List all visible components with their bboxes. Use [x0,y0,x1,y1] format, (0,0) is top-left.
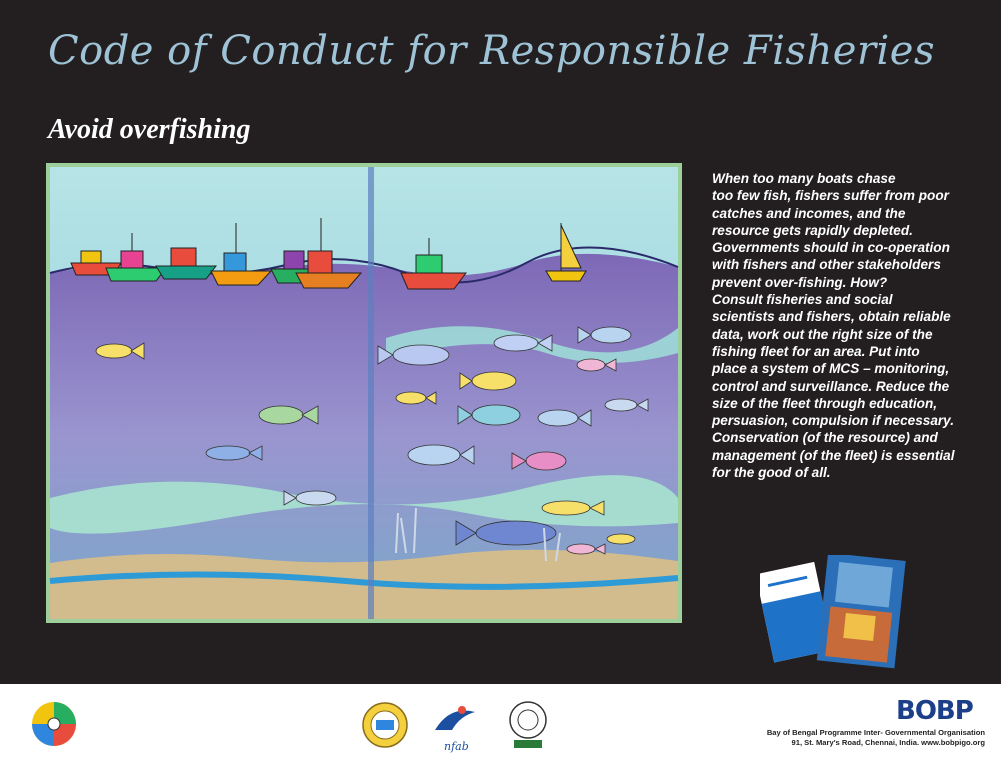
nfab-logo-icon [430,700,480,744]
body-line: management (of the fleet) is essential [712,447,955,463]
partner-emblem-icon [30,700,78,748]
body-line: too few fish, fishers suffer from poor [712,188,949,204]
body-line: data, work out the right size of the [712,326,933,342]
body-line: Consult fisheries and social [712,292,893,308]
org-name: Bay of Bengal Programme Inter- Governmental Organisation [766,728,985,737]
body-line: persuasion, compulsion if necessary. [712,413,954,429]
booklets-image [760,555,910,670]
footer [0,684,1001,768]
body-text [712,170,974,481]
body-line: size of the fleet through education, [712,395,938,411]
org-address: 91, St. Mary's Road, Chennai, India. www.bobpigo.org [791,738,985,747]
ccd-emblem-icon [506,700,550,750]
body-line: place a system of MCS – monitoring, [712,361,950,377]
body-line: prevent over-fishing. How? [712,274,888,290]
body-line: fishing fleet for an area. Put into [712,343,920,359]
nfab-label: nfab [444,740,469,753]
seal-icon [362,702,408,748]
bobp-logo: BOBP [896,696,973,726]
org-info [767,728,985,748]
body-line: control and surveillance. Reduce the [712,378,950,394]
body-line: with fishers and other stakeholders [712,257,941,273]
page-title: Code of Conduct for Responsible Fisheries [48,28,936,74]
body-line: for the good of all. [712,465,831,481]
overfishing-illustration [46,163,682,623]
page-subtitle: Avoid overfishing [48,114,251,145]
body-line: Governments should in co-operation [712,240,950,256]
body-line: resource gets rapidly depleted. [712,222,913,238]
body-line: Conservation (of the resource) and [712,430,938,446]
body-line: scientists and fishers, obtain reliable [712,309,951,325]
body-line: When too many boats chase [712,171,896,186]
body-line: catches and incomes, and the [712,205,906,221]
